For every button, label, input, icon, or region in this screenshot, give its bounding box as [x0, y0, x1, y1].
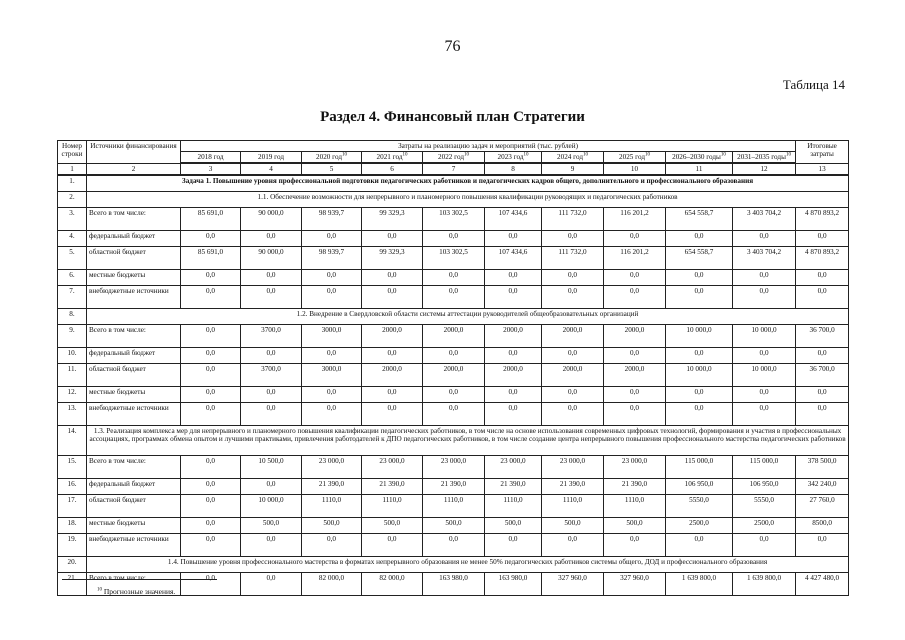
value-cell: 107 434,6	[485, 208, 542, 231]
value-cell: 0,0	[181, 364, 241, 387]
header-year-footnote-marker: 10	[582, 152, 588, 158]
funding-source: Всего в том числе:	[87, 456, 181, 479]
value-cell: 1110,0	[362, 495, 423, 518]
header-year-label: 2025 год	[619, 153, 645, 161]
funding-source: областной бюджет	[87, 495, 181, 518]
table-row	[58, 495, 849, 518]
value-cell: 654 558,7	[666, 208, 733, 231]
row-number: 3.	[58, 208, 87, 231]
value-cell: 0,0	[302, 231, 362, 247]
value-cell: 0,0	[604, 403, 666, 426]
value-cell: 0,0	[181, 325, 241, 348]
section-heading: 1.1. Обеспечение возможности для непрерывного и планомерного повышения квалификации руководящих и педагогических работников	[87, 192, 849, 208]
section-row	[58, 175, 849, 192]
value-cell: 0,0	[362, 348, 423, 364]
section-heading: Задача 1. Повышение уровня профессиональной подготовки педагогических работников и педагогических кадров общего, дополнительного и профессионального образования	[87, 175, 849, 192]
header-year-footnote-marker: 10	[523, 152, 529, 158]
value-cell: 0,0	[796, 270, 849, 286]
header-row-num: Номер строки	[58, 141, 87, 164]
value-cell: 500,0	[302, 518, 362, 534]
row-number: 10.	[58, 348, 87, 364]
value-cell: 0,0	[485, 270, 542, 286]
value-cell: 116 201,2	[604, 208, 666, 231]
value-cell: 4 870 893,2	[796, 247, 849, 270]
header-year	[362, 152, 423, 164]
value-cell: 0,0	[666, 387, 733, 403]
value-cell: 500,0	[542, 518, 604, 534]
header-sources: Источники финансирования	[87, 141, 181, 164]
value-cell: 1 639 800,0	[733, 573, 796, 596]
footnote	[97, 587, 175, 596]
value-cell: 115 000,0	[666, 456, 733, 479]
value-cell: 500,0	[423, 518, 485, 534]
value-cell: 27 760,0	[796, 495, 849, 518]
value-cell: 0,0	[542, 231, 604, 247]
value-cell: 0,0	[796, 387, 849, 403]
funding-source: областной бюджет	[87, 247, 181, 270]
value-cell: 0,0	[423, 403, 485, 426]
value-cell: 1110,0	[485, 495, 542, 518]
value-cell: 10 000,0	[733, 325, 796, 348]
value-cell: 0,0	[241, 231, 302, 247]
row-number: 1.	[58, 175, 87, 192]
column-number: 11	[666, 163, 733, 175]
value-cell: 5550,0	[733, 495, 796, 518]
header-year	[423, 152, 485, 164]
value-cell: 106 950,0	[733, 479, 796, 495]
value-cell: 0,0	[604, 387, 666, 403]
value-cell: 0,0	[604, 534, 666, 557]
funding-source: внебюджетные источники	[87, 534, 181, 557]
row-number: 20.	[58, 557, 87, 573]
funding-source: местные бюджеты	[87, 270, 181, 286]
value-cell: 36 700,0	[796, 325, 849, 348]
header-year	[302, 152, 362, 164]
value-cell: 0,0	[542, 387, 604, 403]
table-row	[58, 364, 849, 387]
column-number: 3	[181, 163, 241, 175]
section-row	[58, 192, 849, 208]
value-cell: 111 732,0	[542, 208, 604, 231]
value-cell: 0,0	[423, 270, 485, 286]
funding-source: федеральный бюджет	[87, 479, 181, 495]
value-cell: 85 691,0	[181, 208, 241, 231]
value-cell: 0,0	[302, 387, 362, 403]
value-cell: 0,0	[542, 286, 604, 309]
value-cell: 0,0	[181, 348, 241, 364]
header-year-footnote-marker: 10	[463, 152, 469, 158]
value-cell: 0,0	[796, 348, 849, 364]
value-cell: 0,0	[181, 403, 241, 426]
value-cell: 2000,0	[485, 364, 542, 387]
section-heading: 1.3. Реализация комплекса мер для непрерывного и планомерного повышения квалификации педагогических работников, в том числе на основе использования современных цифровых технологий, формирования и участия в профессиональных ассоциациях, программах обмена опытом и лучшими практиками, привлечения работодателей к ДПО педагогических работников, в том числе создание центра непрерывного повышения профессионального мастерства педагогических работников	[87, 426, 849, 456]
value-cell: 0,0	[666, 231, 733, 247]
value-cell: 106 950,0	[666, 479, 733, 495]
value-cell: 1 639 800,0	[666, 573, 733, 596]
value-cell: 0,0	[241, 534, 302, 557]
header-year	[241, 152, 302, 164]
value-cell: 116 201,2	[604, 247, 666, 270]
value-cell: 0,0	[241, 479, 302, 495]
value-cell: 0,0	[241, 573, 302, 596]
value-cell: 0,0	[181, 479, 241, 495]
value-cell: 2500,0	[733, 518, 796, 534]
funding-source: Всего в том числе:	[87, 208, 181, 231]
value-cell: 0,0	[796, 286, 849, 309]
value-cell: 0,0	[181, 387, 241, 403]
value-cell: 0,0	[362, 387, 423, 403]
header-year	[733, 152, 796, 164]
value-cell: 2000,0	[362, 364, 423, 387]
value-cell: 0,0	[181, 495, 241, 518]
value-cell: 36 700,0	[796, 364, 849, 387]
page-number: 76	[444, 38, 461, 55]
header-year-label: 2020 год	[316, 153, 342, 161]
value-cell: 0,0	[485, 348, 542, 364]
header-total: Итоговые затраты	[796, 141, 849, 164]
row-number: 7.	[58, 286, 87, 309]
value-cell: 2500,0	[666, 518, 733, 534]
value-cell: 0,0	[796, 534, 849, 557]
value-cell: 3000,0	[302, 325, 362, 348]
column-number: 12	[733, 163, 796, 175]
value-cell: 23 000,0	[604, 456, 666, 479]
value-cell: 10 000,0	[666, 364, 733, 387]
value-cell: 23 000,0	[302, 456, 362, 479]
value-cell: 0,0	[666, 403, 733, 426]
value-cell: 0,0	[302, 286, 362, 309]
value-cell: 0,0	[485, 403, 542, 426]
funding-source: местные бюджеты	[87, 518, 181, 534]
section-title: Раздел 4. Финансовый план Стратегии	[320, 109, 585, 125]
value-cell: 103 302,5	[423, 247, 485, 270]
value-cell: 0,0	[181, 270, 241, 286]
value-cell: 0,0	[485, 387, 542, 403]
value-cell: 107 434,6	[485, 247, 542, 270]
value-cell: 21 390,0	[302, 479, 362, 495]
value-cell: 0,0	[796, 231, 849, 247]
value-cell: 3 403 704,2	[733, 247, 796, 270]
value-cell: 0,0	[485, 534, 542, 557]
value-cell: 0,0	[485, 231, 542, 247]
value-cell: 0,0	[666, 286, 733, 309]
value-cell: 0,0	[423, 387, 485, 403]
value-cell: 23 000,0	[423, 456, 485, 479]
value-cell: 0,0	[362, 270, 423, 286]
value-cell: 0,0	[485, 286, 542, 309]
value-cell: 500,0	[241, 518, 302, 534]
value-cell: 2000,0	[604, 325, 666, 348]
funding-source: Всего в том числе:	[87, 325, 181, 348]
value-cell: 0,0	[181, 573, 241, 596]
table-row	[58, 387, 849, 403]
funding-source: внебюджетные источники	[87, 286, 181, 309]
funding-source: внебюджетные источники	[87, 403, 181, 426]
value-cell: 0,0	[241, 387, 302, 403]
value-cell: 0,0	[362, 534, 423, 557]
value-cell: 21 390,0	[485, 479, 542, 495]
value-cell: 163 980,0	[423, 573, 485, 596]
header-year-label: 2022 год	[438, 153, 464, 161]
value-cell: 3700,0	[241, 325, 302, 348]
value-cell: 21 390,0	[542, 479, 604, 495]
value-cell: 342 240,0	[796, 479, 849, 495]
footnote-marker: 10	[97, 587, 102, 593]
footnote-text: Прогнозные значения.	[103, 587, 176, 596]
table-body	[58, 175, 849, 596]
value-cell: 0,0	[241, 286, 302, 309]
value-cell: 5550,0	[666, 495, 733, 518]
value-cell: 378 500,0	[796, 456, 849, 479]
value-cell: 0,0	[181, 286, 241, 309]
section-heading: 1.4. Повышение уровня профессионального мастерства в форматах непрерывного образования не менее 50% педагогических работников системы общего, ДОД и профессионального образования	[87, 557, 849, 573]
row-number: 14.	[58, 426, 87, 456]
value-cell: 0,0	[666, 270, 733, 286]
header-year-footnote-marker: 10	[785, 152, 791, 158]
table-row	[58, 325, 849, 348]
value-cell: 0,0	[423, 534, 485, 557]
value-cell: 2000,0	[423, 364, 485, 387]
row-number: 15.	[58, 456, 87, 479]
value-cell: 0,0	[733, 387, 796, 403]
value-cell: 0,0	[666, 348, 733, 364]
section-row	[58, 557, 849, 573]
table-row	[58, 247, 849, 270]
table-label: Таблица 14	[782, 77, 845, 92]
table-row	[58, 456, 849, 479]
value-cell: 0,0	[241, 403, 302, 426]
column-number: 4	[241, 163, 302, 175]
value-cell: 654 558,7	[666, 247, 733, 270]
table-row	[58, 403, 849, 426]
value-cell: 0,0	[181, 231, 241, 247]
value-cell: 23 000,0	[362, 456, 423, 479]
value-cell: 0,0	[604, 231, 666, 247]
value-cell: 0,0	[423, 348, 485, 364]
value-cell: 115 000,0	[733, 456, 796, 479]
value-cell: 3 403 704,2	[733, 208, 796, 231]
value-cell: 0,0	[733, 231, 796, 247]
value-cell: 10 500,0	[241, 456, 302, 479]
header-year-footnote-marker: 10	[720, 152, 726, 158]
value-cell: 0,0	[181, 456, 241, 479]
value-cell: 0,0	[302, 270, 362, 286]
value-cell: 2000,0	[542, 364, 604, 387]
column-number: 7	[423, 163, 485, 175]
funding-source: федеральный бюджет	[87, 231, 181, 247]
value-cell: 3000,0	[302, 364, 362, 387]
table-row	[58, 270, 849, 286]
table-row	[58, 479, 849, 495]
table-row	[58, 286, 849, 309]
value-cell: 23 000,0	[542, 456, 604, 479]
table-row	[58, 208, 849, 231]
value-cell: 2000,0	[604, 364, 666, 387]
value-cell: 0,0	[241, 270, 302, 286]
value-cell: 8500,0	[796, 518, 849, 534]
value-cell: 0,0	[362, 231, 423, 247]
value-cell: 0,0	[362, 286, 423, 309]
value-cell: 99 329,3	[362, 208, 423, 231]
value-cell: 111 732,0	[542, 247, 604, 270]
value-cell: 1110,0	[423, 495, 485, 518]
value-cell: 85 691,0	[181, 247, 241, 270]
header-year-label: 2026–2030 годы	[672, 153, 721, 161]
header-year	[604, 152, 666, 164]
header-costs: Затраты на реализацию задач и мероприятий (тыс. рублей)	[181, 141, 796, 152]
header-year	[485, 152, 542, 164]
value-cell: 2000,0	[542, 325, 604, 348]
value-cell: 0,0	[733, 286, 796, 309]
row-number: 6.	[58, 270, 87, 286]
funding-source: Всего в том числе:	[87, 573, 181, 596]
value-cell: 327 960,0	[542, 573, 604, 596]
funding-source: местные бюджеты	[87, 387, 181, 403]
value-cell: 23 000,0	[485, 456, 542, 479]
header-year-label: 2023 год	[497, 153, 524, 161]
value-cell: 103 302,5	[423, 208, 485, 231]
value-cell: 0,0	[241, 348, 302, 364]
value-cell: 0,0	[302, 534, 362, 557]
column-number: 1	[58, 163, 87, 175]
row-number: 21.	[58, 573, 87, 596]
value-cell: 10 000,0	[733, 364, 796, 387]
value-cell: 1110,0	[604, 495, 666, 518]
column-number: 9	[542, 163, 604, 175]
row-number: 9.	[58, 325, 87, 348]
value-cell: 2000,0	[485, 325, 542, 348]
value-cell: 1110,0	[542, 495, 604, 518]
header-year	[542, 152, 604, 164]
row-number: 8.	[58, 309, 87, 325]
value-cell: 0,0	[181, 518, 241, 534]
value-cell: 82 000,0	[362, 573, 423, 596]
value-cell: 327 960,0	[604, 573, 666, 596]
value-cell: 500,0	[485, 518, 542, 534]
value-cell: 10 000,0	[241, 495, 302, 518]
value-cell: 0,0	[423, 286, 485, 309]
value-cell: 163 980,0	[485, 573, 542, 596]
header-year	[181, 152, 241, 164]
table-row	[58, 518, 849, 534]
section-heading: 1.2. Внедрение в Свердловской области системы аттестации руководителей общеобразовательных организаций	[87, 309, 849, 325]
value-cell: 0,0	[733, 403, 796, 426]
header-year-footnote-marker: 10	[402, 152, 408, 158]
value-cell: 2000,0	[423, 325, 485, 348]
value-cell: 500,0	[362, 518, 423, 534]
value-cell: 10 000,0	[666, 325, 733, 348]
header-year-footnote-marker: 10	[644, 152, 650, 158]
column-number: 6	[362, 163, 423, 175]
row-number: 2.	[58, 192, 87, 208]
value-cell: 0,0	[302, 348, 362, 364]
section-row	[58, 426, 849, 456]
header-year-label: 2019 год	[258, 153, 284, 161]
table-row	[58, 231, 849, 247]
row-number: 17.	[58, 495, 87, 518]
header-year-label: 2031–2035 годы	[737, 153, 786, 161]
value-cell: 98 939,7	[302, 247, 362, 270]
funding-source: федеральный бюджет	[87, 348, 181, 364]
value-cell: 99 329,3	[362, 247, 423, 270]
value-cell: 90 000,0	[241, 247, 302, 270]
footnote-divider	[62, 579, 217, 580]
table-row	[58, 348, 849, 364]
value-cell: 0,0	[542, 348, 604, 364]
value-cell: 0,0	[604, 348, 666, 364]
row-number: 4.	[58, 231, 87, 247]
value-cell: 2000,0	[362, 325, 423, 348]
value-cell: 0,0	[542, 534, 604, 557]
row-number: 5.	[58, 247, 87, 270]
value-cell: 4 870 893,2	[796, 208, 849, 231]
column-number: 5	[302, 163, 362, 175]
table-row	[58, 573, 849, 596]
value-cell: 0,0	[542, 403, 604, 426]
value-cell: 82 000,0	[302, 573, 362, 596]
value-cell: 0,0	[181, 534, 241, 557]
value-cell: 3700,0	[241, 364, 302, 387]
value-cell: 1110,0	[302, 495, 362, 518]
financial-plan-table	[57, 140, 849, 596]
value-cell: 0,0	[423, 231, 485, 247]
value-cell: 98 939,7	[302, 208, 362, 231]
header-year-label: 2021 год	[376, 153, 403, 161]
value-cell: 0,0	[362, 403, 423, 426]
row-number: 12.	[58, 387, 87, 403]
column-number: 2	[87, 163, 181, 175]
table-row	[58, 534, 849, 557]
header-year	[666, 152, 733, 164]
column-number: 8	[485, 163, 542, 175]
value-cell: 21 390,0	[604, 479, 666, 495]
value-cell: 0,0	[604, 286, 666, 309]
value-cell: 500,0	[604, 518, 666, 534]
row-number: 16.	[58, 479, 87, 495]
column-number: 13	[796, 163, 849, 175]
column-number: 10	[604, 163, 666, 175]
value-cell: 0,0	[733, 270, 796, 286]
value-cell: 90 000,0	[241, 208, 302, 231]
value-cell: 0,0	[302, 403, 362, 426]
value-cell: 4 427 480,0	[796, 573, 849, 596]
funding-source: областной бюджет	[87, 364, 181, 387]
row-number: 13.	[58, 403, 87, 426]
value-cell: 0,0	[796, 403, 849, 426]
header-year-label: 2024 год	[557, 153, 583, 161]
value-cell: 21 390,0	[423, 479, 485, 495]
header-year-footnote-marker: 10	[341, 152, 347, 158]
row-number: 18.	[58, 518, 87, 534]
value-cell: 0,0	[733, 348, 796, 364]
header-year-label: 2018 год	[197, 153, 224, 161]
value-cell: 0,0	[604, 270, 666, 286]
value-cell: 0,0	[666, 534, 733, 557]
section-row	[58, 309, 849, 325]
row-number: 19.	[58, 534, 87, 557]
header-column-numbers-row	[58, 163, 849, 175]
value-cell: 0,0	[542, 270, 604, 286]
value-cell: 0,0	[733, 534, 796, 557]
row-number: 11.	[58, 364, 87, 387]
value-cell: 21 390,0	[362, 479, 423, 495]
